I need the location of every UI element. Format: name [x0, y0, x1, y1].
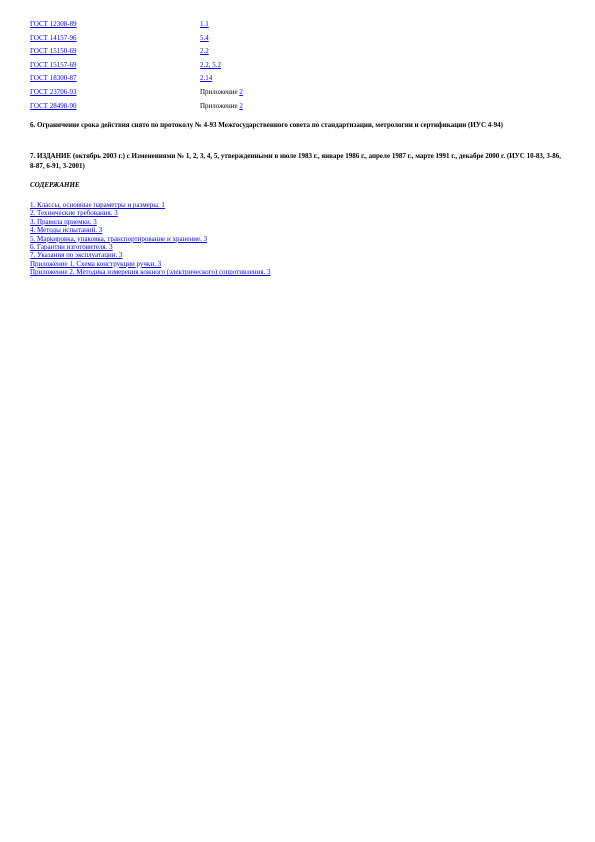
- table-row: [30, 20, 320, 34]
- table-row: [30, 88, 320, 102]
- list-item: [30, 268, 271, 276]
- paragraph-7: 7. ИЗДАНИЕ (октябрь 2003 г.) с Изменениями № 1, 2, 3, 4, 5, утвержденными в июле 1983 г., январе 1986 г., апреле 1987 г., марте 1991 г., декабре 2000 г. (ИУС 10-83, 3-86, 8-87, 6-91, 3-2001): [30, 152, 562, 170]
- paragraph-6: 6. Ограничение срока действия снято по протоколу № 4-93 Межгосударственного совета по стандартизации, метрологии и сертификации (ИУС 4-94): [30, 121, 503, 129]
- contents-link[interactable]: 3. Правила приемки. 3: [30, 217, 97, 226]
- contents-link[interactable]: Приложение 1. Схема конструкции ручки. 3: [30, 259, 162, 268]
- clause-link[interactable]: 5.4: [200, 33, 209, 42]
- doc-link[interactable]: ГОСТ 15150-69: [30, 47, 77, 56]
- list-item: [30, 235, 271, 243]
- appendix-label: Приложение: [200, 87, 240, 96]
- list-item: [30, 260, 271, 268]
- doc-link[interactable]: ГОСТ 15157-69: [30, 60, 77, 69]
- clause-link[interactable]: 2.14: [200, 74, 213, 83]
- doc-link[interactable]: ГОСТ 14157-96: [30, 33, 77, 42]
- contents-title: СОДЕРЖАНИЕ: [30, 181, 80, 189]
- doc-link[interactable]: ГОСТ 12308-89: [30, 20, 77, 28]
- list-item: [30, 201, 271, 209]
- appendix-link[interactable]: 2: [239, 87, 243, 96]
- list-item: [30, 226, 271, 234]
- table-row: [30, 47, 320, 61]
- table-row: [30, 34, 320, 48]
- clause-link[interactable]: 1.1: [200, 20, 209, 28]
- contents-link[interactable]: 7. Указания по эксплуатации. 3: [30, 251, 123, 260]
- appendix-link[interactable]: 2: [239, 101, 243, 110]
- clause-link[interactable]: 2.2: [200, 47, 209, 56]
- doc-link[interactable]: ГОСТ 18300-87: [30, 74, 77, 83]
- contents-list: [30, 201, 271, 277]
- contents-link[interactable]: 6. Гарантии изготовителя. 3: [30, 243, 113, 252]
- doc-link[interactable]: ГОСТ 28498-90: [30, 101, 77, 110]
- table-row: [30, 74, 320, 88]
- contents-link[interactable]: 4. Методы испытаний. 3: [30, 226, 103, 235]
- list-item: [30, 243, 271, 251]
- list-item: [30, 209, 271, 217]
- contents-link[interactable]: 5. Маркировка, упаковка, транспортирование и хранение. 3: [30, 234, 208, 243]
- list-item: [30, 218, 271, 226]
- list-item: [30, 251, 271, 259]
- references-table: [30, 20, 320, 115]
- table-row: [30, 102, 320, 116]
- contents-link[interactable]: 1. Классы, основные параметры и размеры. 1: [30, 201, 165, 209]
- clause-link[interactable]: 2.2, 5.2: [200, 60, 221, 69]
- contents-link[interactable]: 2. Технические требования. 3: [30, 209, 118, 218]
- table-row: [30, 61, 320, 75]
- doc-link[interactable]: ГОСТ 23706-93: [30, 87, 77, 96]
- appendix-label: Приложение: [200, 101, 240, 110]
- contents-link[interactable]: Приложение 2. Методика измерения кожного (электрического) сопротивления. 3: [30, 268, 271, 277]
